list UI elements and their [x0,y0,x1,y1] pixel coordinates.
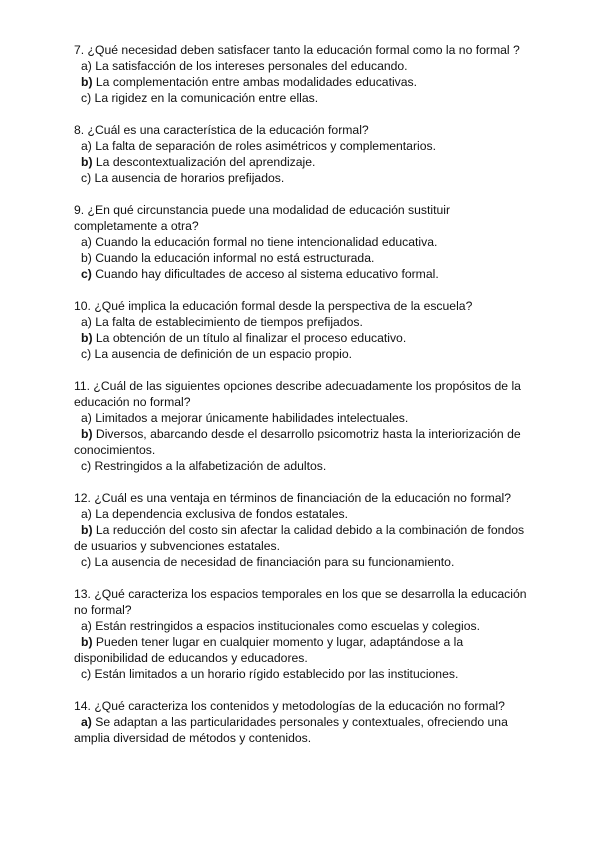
option-text: La falta de establecimiento de tiempos prefijados. [95,315,363,329]
answer-option [74,506,534,522]
option-letter: b) [81,155,93,169]
option-letter: a) [81,59,92,73]
option-letter: a) [81,411,92,425]
answer-option-correct [74,74,534,90]
option-letter: a) [81,139,92,153]
option-letter: c) [81,555,92,569]
answer-option [74,346,534,362]
option-text: Cuando hay dificultades de acceso al sistema educativo formal. [95,267,439,281]
answer-option-correct [74,426,534,458]
answer-option-correct [74,522,534,554]
option-text: La ausencia de horarios prefijados. [94,171,285,185]
option-text: Están restringidos a espacios institucionales como escuelas y colegios. [95,619,481,633]
option-letter: a) [81,715,92,729]
answer-option [74,90,534,106]
question-text: 7. ¿Qué necesidad deben satisfacer tanto la educación formal como la no formal ? [74,43,520,57]
answer-option-correct [74,714,534,746]
option-letter: b) [81,523,93,537]
quiz-document [74,42,534,762]
answer-option [74,234,534,250]
option-text: La falta de separación de roles asimétricos y complementarios. [95,139,436,153]
answer-option [74,618,534,634]
option-letter: c) [81,91,92,105]
answer-option [74,554,534,570]
answer-option [74,58,534,74]
option-text: Cuando la educación informal no está estructurada. [95,251,375,265]
answer-option-correct [74,154,534,170]
option-letter: b) [81,427,93,441]
option-letter: c) [81,267,92,281]
option-letter: c) [81,459,92,473]
answer-option [74,458,534,474]
option-letter: c) [81,347,92,361]
option-letter: b) [81,635,93,649]
question-block [74,378,534,474]
question-text: 13. ¿Qué caracteriza los espacios temporales en los que se desarrolla la educación no formal? [74,587,527,617]
question-text: 14. ¿Qué caracteriza los contenidos y metodologías de la educación no formal? [74,699,505,713]
question-block [74,42,534,106]
question-block [74,298,534,362]
option-letter: b) [81,251,92,265]
option-text: La dependencia exclusiva de fondos estatales. [95,507,348,521]
option-text: Restringidos a la alfabetización de adultos. [94,459,327,473]
option-text: La complementación entre ambas modalidades educativas. [95,75,418,89]
option-text: La ausencia de definición de un espacio propio. [94,347,353,361]
option-letter: b) [81,75,93,89]
option-letter: a) [81,507,92,521]
question-text: 12. ¿Cuál es una ventaja en términos de financiación de la educación no formal? [74,491,511,505]
option-text: La rigidez en la comunicación entre ellas. [94,91,319,105]
answer-option-correct [74,330,534,346]
option-text: Cuando la educación formal no tiene intencionalidad educativa. [95,235,438,249]
option-text: Están limitados a un horario rígido establecido por las instituciones. [94,667,459,681]
question-block [74,698,534,746]
option-text: La satisfacción de los intereses personales del educando. [95,59,408,73]
answer-option [74,314,534,330]
option-text: La descontextualización del aprendizaje. [95,155,316,169]
question-text: 10. ¿Qué implica la educación formal desde la perspectiva de la escuela? [74,299,473,313]
option-letter: a) [81,235,92,249]
question-block [74,122,534,186]
question-text: 11. ¿Cuál de las siguientes opciones describe adecuadamente los propósitos de la educación no formal? [74,379,521,409]
option-text: La ausencia de necesidad de financiación para su funcionamiento. [94,555,455,569]
question-block [74,586,534,682]
option-text: Limitados a mejorar únicamente habilidades intelectuales. [95,411,409,425]
option-text: Diversos, abarcando desde el desarrollo psicomotriz hasta la interiorización de conocimientos. [74,427,521,457]
option-letter: a) [81,619,92,633]
answer-option-correct [74,266,534,282]
option-letter: b) [81,331,93,345]
option-text: La obtención de un título al finalizar el proceso educativo. [95,331,407,345]
option-text: La reducción del costo sin afectar la calidad debido a la combinación de fondos de usuarios y subvenciones estatales. [74,523,525,553]
question-block [74,202,534,282]
question-text: 9. ¿En qué circunstancia puede una modalidad de educación sustituir completamente a otra? [74,203,451,233]
answer-option [74,666,534,682]
answer-option [74,410,534,426]
answer-option [74,250,534,266]
option-letter: a) [81,315,92,329]
option-text: Pueden tener lugar en cualquier momento y lugar, adaptándose a la disponibilidad de educandos y educadores. [74,635,464,665]
answer-option [74,138,534,154]
option-letter: c) [81,667,92,681]
question-text: 8. ¿Cuál es una característica de la educación formal? [74,123,369,137]
question-block [74,490,534,570]
option-text: Se adaptan a las particularidades personales y contextuales, ofreciendo una amplia diversidad de métodos y contenidos. [74,715,508,745]
answer-option [74,170,534,186]
answer-option-correct [74,634,534,666]
option-letter: c) [81,171,92,185]
